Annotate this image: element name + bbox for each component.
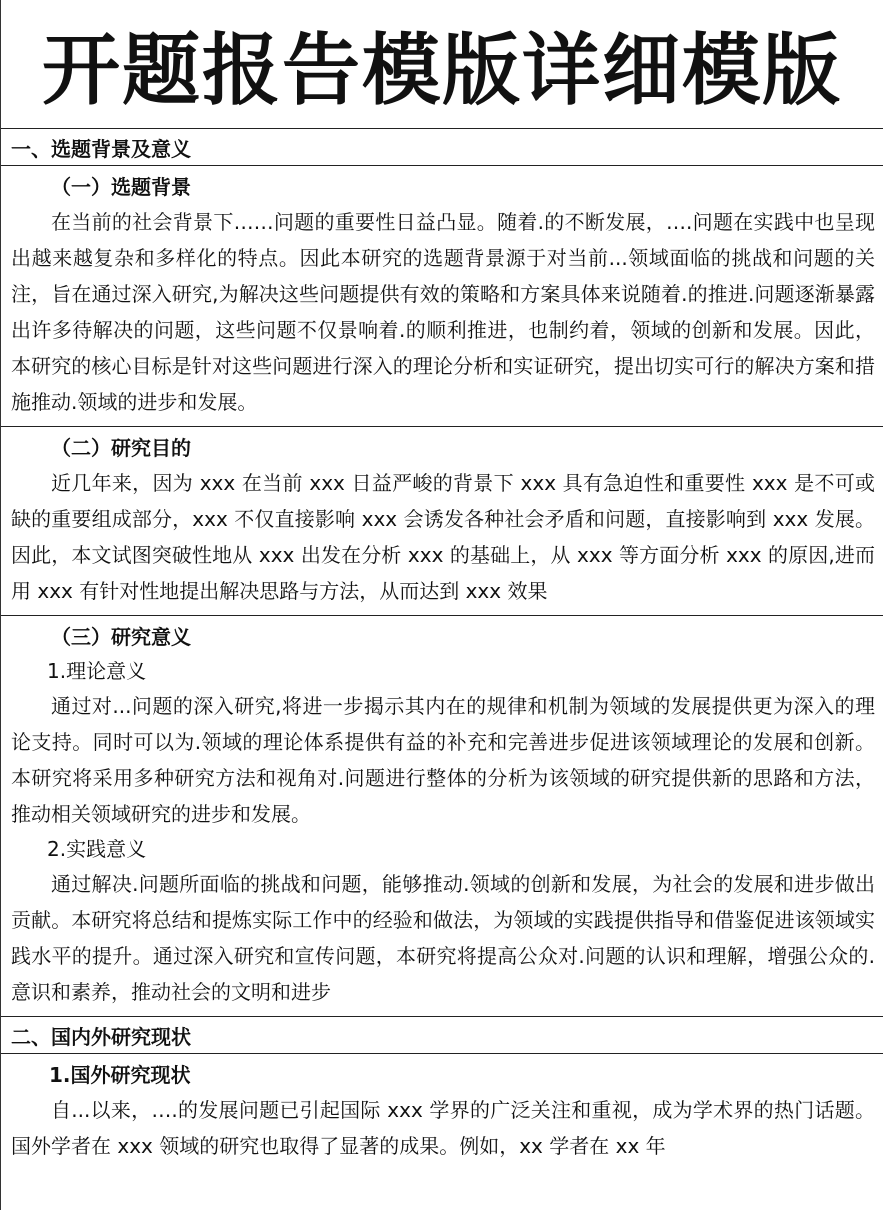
label-practice-significance: 2.实践意义 (47, 837, 147, 861)
block-significance (1, 616, 883, 1017)
paragraph-practice-significance: 通过解决.问题所面临的挑战和问题，能够推动.领域的创新和发展，为社会的发展和进步做出贡献。本研究将总结和提炼实际工作中的经验和做法，为领域的实践提供指导和借鉴促进该领域实践水平的提升。通过深入研究和宣传问题，本研究将提高公众对.问题的认识和理解，增强公众的.意识和素养，推动社会的文明和进步 (11, 872, 875, 1004)
label-theory-significance: 1.理论意义 (47, 659, 147, 683)
subheading-significance: （三）研究意义 (51, 625, 191, 649)
subheading-background: （一）选题背景 (51, 175, 191, 199)
paragraph-background: 在当前的社会背景下……问题的重要性日益凸显。随着.的不断发展，….问题在实践中也呈现出越来越复杂和多样化的特点。因此本研究的选题背景源于对当前...领域面临的挑战和问题的关注，旨在通过深入研究,为解决这些问题提供有效的策略和方案具体来说随着.的推进.问题逐渐暴露出许多待解决的问题，这些问题不仅景响着.的顺利推进，也制约着，领域的创新和发展。因此，本研究的核心目标是针对这些问题进行深入的理论分析和实证研究，提出切实可行的解决方案和措施推动.领域的进步和发展。 (11, 210, 875, 414)
block-purpose (1, 427, 883, 616)
subheading-foreign-research: 1.国外研究现状 (49, 1063, 191, 1087)
section-heading-research-status: 二、国内外研究现状 (1, 1017, 883, 1054)
paragraph-purpose: 近几年来，因为 xxx 在当前 xxx 日益严峻的背景下 xxx 具有急迫性和重要性 xxx 是不可或缺的重要组成部分，xxx 不仅直接影响 xxx 会诱发各种社会矛盾和问题，直接影响到 xxx 发展。因此，本文试图突破性地从 xxx 出发在分析 xxx 的基础上，从 xxx 等方面分析 xxx 的原因,进而用 xxx 有针对性地提出解决思路与方法，从而达到 xxx 效果 (11, 471, 875, 603)
paragraph-foreign-research: 自...以来，….的发展问题已引起国际 xxx 学界的广泛关注和重视，成为学术界的热门话题。国外学者在 xxx 领域的研究也取得了显著的成果。例如，xx 学者在 xx 年 (11, 1098, 875, 1158)
document-title: 开题报告模版详细模版 (1, 0, 883, 129)
subheading-purpose: （二）研究目的 (51, 436, 191, 460)
block-foreign-research (1, 1054, 883, 1170)
block-background (1, 166, 883, 427)
section-heading-background-significance: 一、选题背景及意义 (1, 129, 883, 166)
paragraph-theory-significance: 通过对...问题的深入研究,将进一步揭示其内在的规律和机制为领域的发展提供更为深入的理论支持。同时可以为.领域的理论体系提供有益的补充和完善进步促进该领域理论的发展和创新。本研究将采用多种研究方法和视角对.问题进行整体的分析为该领域的研究提供新的思路和方法，推动相关领域研究的进步和发展。 (11, 694, 875, 826)
